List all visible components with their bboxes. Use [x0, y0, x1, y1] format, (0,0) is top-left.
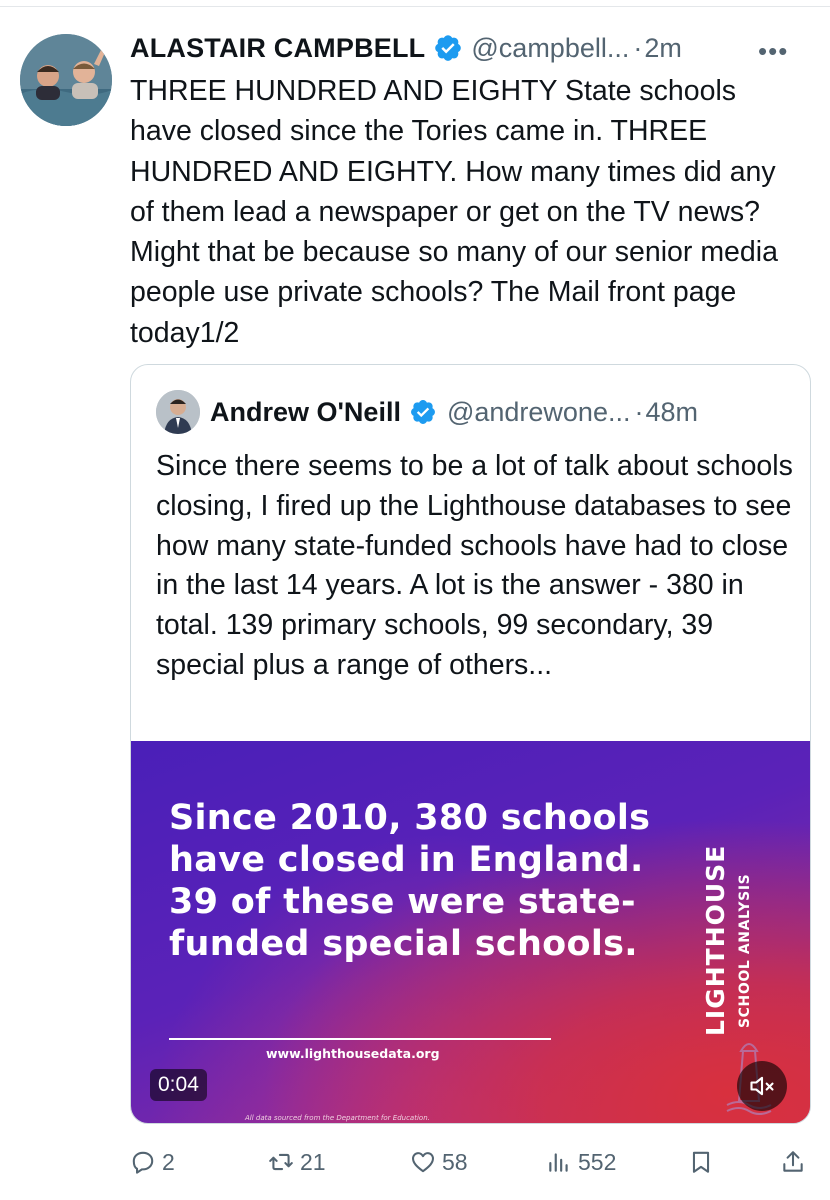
mute-button[interactable] — [737, 1061, 787, 1111]
avatar-photo — [20, 34, 112, 126]
verified-badge-icon[interactable] — [409, 398, 437, 426]
quoted-tweet-header — [156, 390, 698, 434]
reply-count: 2 — [162, 1148, 175, 1175]
share-button[interactable] — [780, 1140, 812, 1184]
divider-line — [169, 1038, 551, 1040]
retweet-button[interactable] — [268, 1140, 326, 1184]
like-button[interactable] — [410, 1140, 468, 1184]
dot-separator: · — [634, 396, 644, 427]
dot-separator: · — [633, 32, 643, 63]
tweet-header — [130, 28, 682, 68]
views-button[interactable] — [546, 1140, 616, 1184]
quoted-avatar-photo — [156, 390, 200, 434]
author-avatar[interactable] — [20, 34, 112, 126]
website-url: www.lighthousedata.org — [266, 1046, 440, 1061]
quoted-tweet[interactable] — [130, 364, 811, 1124]
bookmark-button[interactable] — [688, 1140, 720, 1184]
speaker-muted-icon — [748, 1072, 776, 1100]
retweet-icon — [268, 1149, 294, 1175]
share-icon — [780, 1149, 806, 1175]
verified-badge-icon[interactable] — [433, 33, 463, 63]
video-timestamp: 0:04 — [150, 1069, 207, 1101]
lighthouse-brand — [693, 841, 811, 1041]
bookmark-icon — [688, 1149, 714, 1175]
views-chart-icon — [546, 1149, 572, 1175]
quoted-author-name[interactable]: Andrew O'Neill — [210, 396, 401, 427]
video-headline: Since 2010, 380 schools have closed in England. 39 of these were state-funded special schools. — [169, 798, 651, 964]
quoted-author-handle[interactable]: @andrewone... — [446, 396, 631, 427]
quoted-author-avatar[interactable] — [156, 390, 200, 434]
tweet-time[interactable]: 2m — [644, 32, 682, 63]
tweet-actions — [0, 1140, 830, 1184]
source-note: All data sourced from the Department for Education. — [245, 1114, 430, 1122]
like-count: 58 — [442, 1148, 468, 1175]
reply-button[interactable] — [130, 1140, 175, 1184]
quoted-tweet-time[interactable]: 48m — [645, 396, 698, 427]
reply-icon — [130, 1149, 156, 1175]
brand-tagline: SCHOOL ANALYSIS — [737, 873, 753, 1028]
heart-icon — [410, 1149, 436, 1175]
view-count: 552 — [578, 1148, 617, 1175]
author-handle[interactable]: @campbell... — [471, 32, 630, 63]
tweet-text: THREE HUNDRED AND EIGHTY State schools have closed since the Tories came in. THREE HUNDRED AND EIGHTY. How many times did any of them lead a newspaper or get on the TV news? Might that be because so many of our senior media people use private schools? The Mail front page today1/2 — [130, 75, 778, 349]
video-player[interactable] — [131, 741, 810, 1123]
more-options-icon[interactable]: ••• — [758, 36, 789, 66]
retweet-count: 21 — [300, 1148, 326, 1175]
top-divider — [0, 6, 830, 7]
quoted-tweet-text: Since there seems to be a lot of talk about schools closing, I fired up the Lighthouse databases to see how many state-funded schools have had to close in the last 14 years. A lot is the answer - 380 in total. 139 primary schools, 99 secondary, 39 special plus a range of others... — [156, 450, 793, 681]
brand-name: LIGHTHOUSE — [701, 844, 730, 1036]
author-name[interactable]: ALASTAIR CAMPBELL — [130, 32, 426, 63]
